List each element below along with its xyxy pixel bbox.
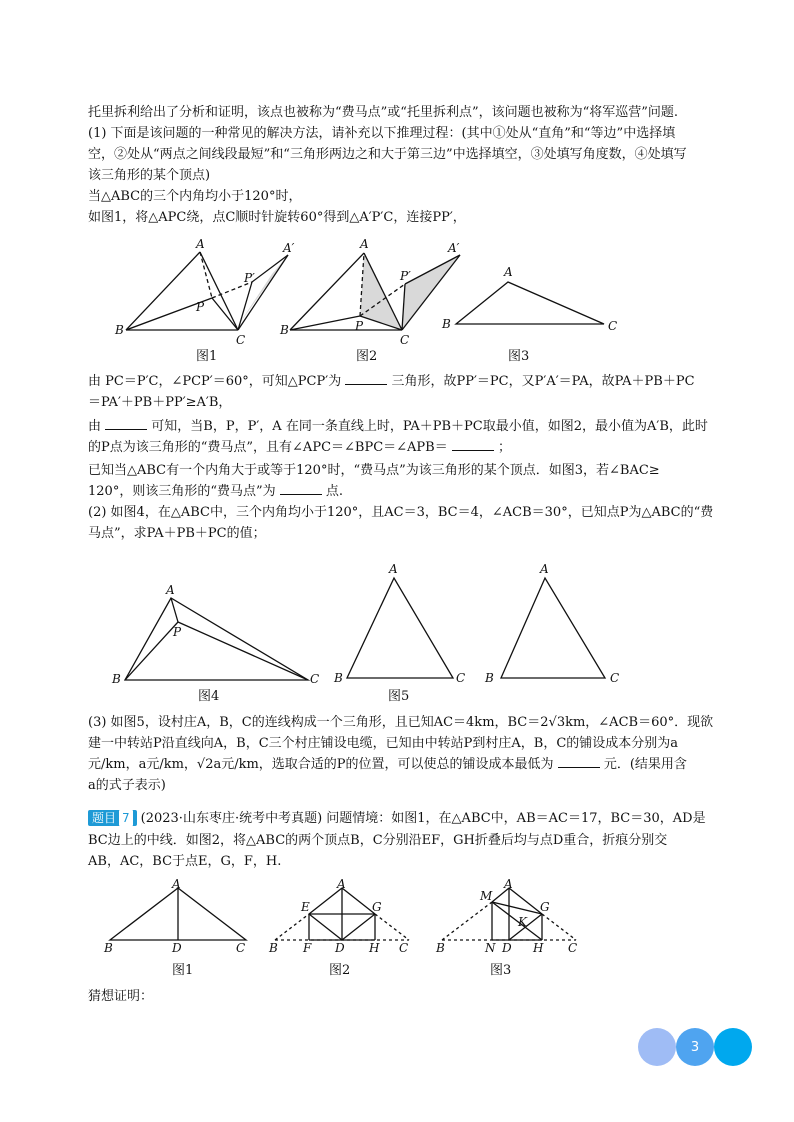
label-C: C: [310, 672, 320, 686]
part1-instruction-line1: (1) 下面是该问题的一种常见的解决方法，请补充以下推理过程：(其中①处从“直角”和“等边”中选择填: [88, 126, 676, 141]
blank-3[interactable]: [452, 438, 494, 451]
segment-bp: [290, 316, 360, 330]
label-A: A: [540, 562, 549, 576]
label-A: A: [337, 877, 346, 891]
part2-line2: 马点”，求PA＋PB＋PC的值；: [88, 526, 266, 541]
figure-3: [440, 262, 630, 364]
label-K: K: [518, 915, 527, 929]
caption-fig5: 图5: [388, 689, 410, 704]
segment-ba: [126, 252, 200, 330]
segment-ap: [200, 252, 212, 298]
label-C: C: [236, 941, 246, 955]
reasoning-line5: 已知当△ABC有一个内角大于或等于120°时，“费马点”为该三角形的某个顶点．如图3，若∠BAC≥: [88, 463, 660, 478]
triangle-abc: [347, 578, 453, 678]
reasoning-line2: ＝PA′＋PB＋PP′≥A′B，: [88, 395, 232, 410]
label-E: E: [301, 900, 310, 914]
segment-gc-folded: [542, 914, 576, 940]
caption-fig4: 图4: [198, 689, 220, 704]
blank-4[interactable]: [280, 482, 322, 495]
page-number: 3: [690, 1039, 700, 1055]
intro-text: 托里拆利给出了分析和证明，该点也被称为“费马点”或“托里拆利点”，该问题也被称为“将军巡营”问题.: [88, 105, 679, 120]
label-A-prime: A′: [283, 241, 295, 255]
question-tag: 题目 7: [88, 810, 137, 826]
figure-6: [485, 560, 625, 690]
q7-figure-2: [265, 874, 425, 980]
label-D: D: [335, 941, 345, 955]
page-circle-2: [676, 1028, 714, 1066]
label-B: B: [485, 671, 494, 685]
question-number: 7: [119, 810, 133, 826]
label-C: C: [608, 319, 618, 333]
label-P: P: [355, 319, 364, 333]
blank-1[interactable]: [345, 372, 387, 385]
label-A: A: [172, 877, 181, 891]
label-F: F: [303, 941, 312, 955]
part3-line3: 元/km，a元/km，√2a元/km，选取合适的P的位置，可以使总的铺设成本最低为 元．(结果用含: [88, 757, 687, 772]
part2-line1: (2) 如图4，在△ABC中，三个内角均小于120°，且AC＝3，BC＝4，∠ACB＝30°，已知点P为△ABC的“费: [88, 505, 714, 520]
label-A-prime: A′: [448, 241, 460, 255]
label-M: M: [480, 889, 493, 903]
question7-line1: 题目 7 (2023·山东枣庄·统考中考真题) 问题情境：如图1，在△ABC中，AB＝AC＝17，BC＝30，AD是: [88, 808, 720, 829]
segment-cp-prime: [238, 282, 252, 330]
part3-line4: a的式子表示): [88, 778, 166, 793]
label-P: P: [196, 300, 205, 314]
label-G: G: [540, 900, 550, 914]
label-G: G: [372, 900, 382, 914]
label-P: P: [173, 625, 182, 639]
figure-4: [110, 582, 325, 704]
label-H: H: [369, 941, 380, 955]
label-C: C: [568, 941, 578, 955]
label-A: A: [360, 237, 369, 251]
label-C: C: [610, 671, 620, 685]
reasoning-line1: 由 PC＝P′C，∠PCP′＝60°，可知△PCP′为 三角形，故PP′＝PC，又P′A′＝PA，故PA＋PB＋PC: [88, 374, 695, 389]
label-H: H: [533, 941, 544, 955]
label-P-prime: P′: [400, 269, 411, 283]
part1-instruction-line3: 该三角形的某个顶点): [88, 168, 211, 183]
label-C: C: [236, 333, 246, 347]
caption-q7-fig1: 图1: [172, 963, 194, 978]
label-A: A: [504, 877, 513, 891]
label-P-prime: P′: [244, 271, 255, 285]
page-circle-1: [638, 1028, 676, 1066]
part3-line2: 建一中转站P沿直线向A，B，C三个村庄铺设电缆，已知由中转站P到村庄A，B，C的铺设成本分别为a: [88, 736, 679, 751]
caption-fig3: 图3: [508, 349, 530, 364]
label-B: B: [334, 671, 343, 685]
label-B: B: [280, 323, 289, 337]
figure-1: [110, 236, 295, 364]
blank-2[interactable]: [105, 417, 147, 430]
label-B: B: [269, 941, 278, 955]
label-B: B: [104, 941, 113, 955]
label-C: C: [399, 941, 409, 955]
figure-5: [330, 560, 475, 704]
reasoning-line6: 120°，则该三角形的“费马点”为 点.: [88, 484, 344, 499]
question7-line2: BC边上的中线．如图2，将△ABC的两个顶点B，C分别沿EF，GH折叠后均与点D重合，折痕分别交: [88, 833, 668, 848]
segment-ea: [309, 888, 342, 914]
label-A: A: [504, 265, 513, 279]
q7-figure-1: [100, 874, 255, 980]
triangle-abc: [456, 282, 604, 324]
caption-q7-fig2: 图2: [329, 963, 351, 978]
segment-be-folded: [275, 914, 309, 940]
triangle-abc: [501, 578, 605, 678]
part3-line1: (3) 如图5，设村庄A，B，C的连线构成一个三角形，且已知AC＝4km，BC＝2√3km，∠ACB＝60°．现欲: [88, 715, 714, 730]
segment-ed: [309, 914, 342, 940]
segment-bm-folded: [442, 902, 492, 940]
label-A: A: [196, 237, 205, 251]
q7-figure-3: [432, 874, 592, 980]
caption-q7-fig3: 图3: [490, 963, 512, 978]
figure1-description: 如图1，将△APC绕，点C顺时针旋转60°得到△A′P′C，连接PP′，: [88, 210, 466, 225]
segment-pc: [178, 622, 308, 680]
segment-ag: [342, 888, 375, 914]
reasoning-line3: 由 可知，当B，P，P′，A 在同一条直线上时，PA＋PB＋PC取最小值，如图2，最小值为A′B，此时: [88, 419, 708, 434]
caption-fig1: 图1: [196, 349, 218, 364]
condition-line: 当△ABC的三个内角均小于120°时，: [88, 189, 302, 204]
label-D: D: [502, 941, 512, 955]
segment-ac: [200, 252, 238, 330]
segment-gc-folded: [375, 914, 409, 940]
label-A: A: [389, 562, 398, 576]
label-C: C: [400, 333, 410, 347]
question7-line3: AB，AC，BC于点E，G，F，H.: [88, 854, 282, 869]
label-B: B: [442, 317, 451, 331]
part1-instruction-line2: 空，②处从“两点之间线段最短”和“三角形两边之和大于第三边”中选择填空，③处填写角度数，④处填写: [88, 147, 687, 162]
segment-gd: [342, 914, 375, 940]
guess-proof-heading: 猜想证明：: [88, 989, 154, 1004]
label-A: A: [166, 583, 175, 597]
blank-5[interactable]: [558, 755, 600, 768]
segment-bp: [125, 622, 178, 680]
label-C: C: [456, 671, 466, 685]
page-circle-3: [714, 1028, 752, 1066]
label-B: B: [115, 323, 124, 337]
label-N: N: [485, 941, 496, 955]
label-D: D: [172, 941, 182, 955]
label-B: B: [436, 941, 445, 955]
label-B: B: [112, 672, 121, 686]
caption-fig2: 图2: [356, 349, 378, 364]
segment-ba: [290, 253, 364, 330]
reasoning-line4: 的P点为该三角形的“费马点”，且有∠APC＝∠BPC＝∠APB＝ ；: [88, 440, 512, 455]
